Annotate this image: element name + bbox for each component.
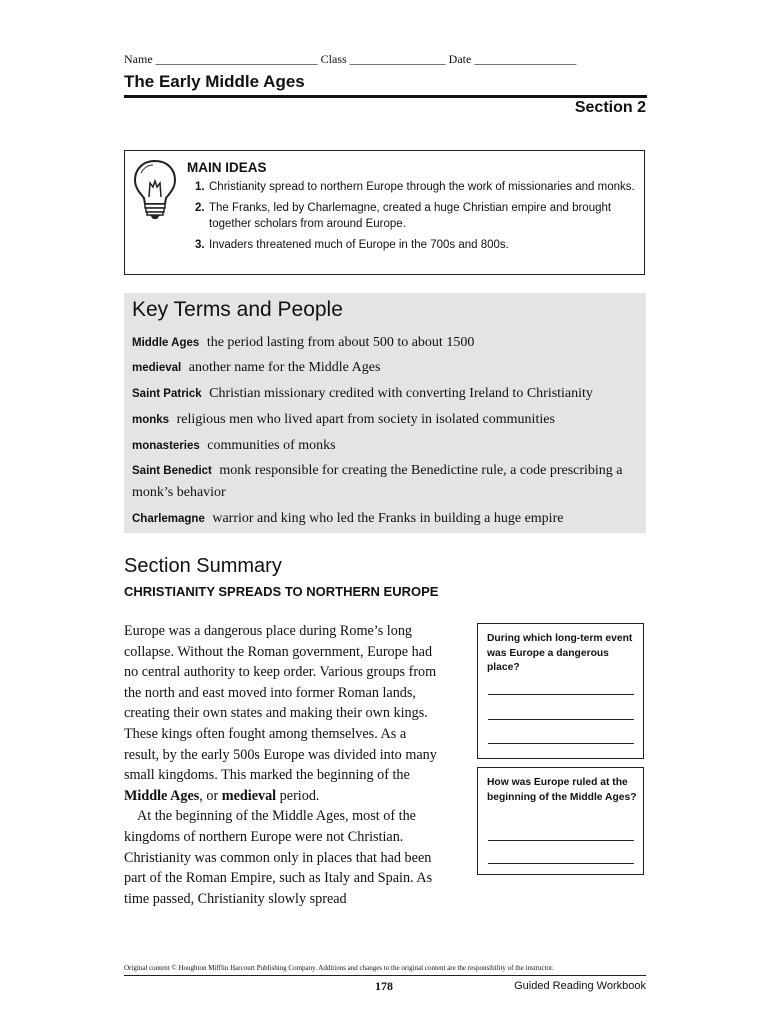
answer-line[interactable] [488,719,634,720]
answer-line[interactable] [488,694,634,695]
page-title: The Early Middle Ages [124,72,305,91]
footer-rule [124,975,646,976]
main-idea-text: Christianity spread to northern Europe through the work of missionaries and monks. [209,181,635,193]
question-text: During which long-term event was Europe a dangerous place? [487,633,633,673]
answer-line[interactable] [488,863,634,864]
key-term-definition: Christian missionary credited with converting Ireland to Christianity [209,386,593,401]
main-idea-item [195,200,635,232]
date-label: Date [448,52,472,66]
key-term-entry [132,409,637,431]
key-term-entry [132,383,637,405]
page-number: 178 [375,979,393,993]
answer-line[interactable] [488,840,634,841]
section-label: Section 2 [574,99,646,116]
main-idea-text: The Franks, led by Charlemagne, created a huge Christian empire and brought together scholars from around Europe. [209,202,612,230]
key-term-definition: warrior and king who led the Franks in building a huge empire [212,511,564,526]
class-blank[interactable]: ________________ [346,52,449,66]
summary-paragraph: At the beginning of the Middle Ages, most of the kingdoms of northern Europe were not Christian. Christianity was common only in places that had been part of the Roman Empire, such as Italy and Spain. As time passed, Christianity slowly spread [124,808,433,907]
lightbulb-icon [129,157,181,221]
key-term-entry [132,460,637,503]
name-blank[interactable]: ___________________________ [152,52,321,66]
date-blank[interactable]: _________________ [471,52,577,66]
copyright-notice: Original content © Houghton Mifflin Harcourt Publishing Company. Additions and changes to the original content are the responsibility of the instructor. [124,964,554,972]
question-box [477,767,644,875]
summary-text: , or [199,787,222,804]
key-term-entry [132,435,637,457]
name-label: Name [124,52,153,66]
main-idea-number: 3. [195,239,205,251]
title-rule [124,95,647,98]
key-term-definition: communities of monks [207,438,336,453]
key-terms-box [124,293,646,533]
key-term: Saint Patrick [132,388,202,400]
main-ideas-heading: MAIN IDEAS [187,160,267,175]
main-idea-number: 1. [195,181,205,193]
key-term-entry [132,357,637,379]
question-box [477,623,644,759]
main-ideas-box [124,150,645,275]
key-term-highlight: medieval [221,787,277,804]
key-term-definition: religious men who lived apart from society in isolated communities [176,412,555,427]
section-summary-heading: Section Summary [124,555,282,577]
main-idea-item [195,237,635,253]
key-term-entry [132,508,637,530]
student-info-line [124,52,646,67]
summary-subheading: CHRISTIANITY SPREADS TO NORTHERN EUROPE [124,584,439,599]
main-idea-text: Invaders threatened much of Europe in the 700s and 800s. [209,239,509,251]
key-term-entry [132,332,637,354]
main-idea-number: 2. [195,202,205,214]
key-term: Saint Benedict [132,465,212,477]
summary-body [124,621,442,909]
class-label: Class [320,52,347,66]
key-term: monks [132,414,170,426]
workbook-title: Guided Reading Workbook [514,980,646,992]
summary-text: Europe was a dangerous place during Rome’s long collapse. Without the Roman government, Europe had no central authority to keep order. Various groups from the north and east moved into former Roman lands, creating their own states and making their own kings. These kings often fought among themselves. As a result, by the early 500s Europe was divided into many small kingdoms. This marked the beginning of the [124,623,437,784]
answer-line[interactable] [488,743,634,744]
summary-paragraph [124,621,442,806]
key-term-definition: monk responsible for creating the Benedictine rule, a code prescribing a monk’s behavior [132,463,623,500]
key-term-highlight: Middle Ages [124,787,200,804]
key-terms-heading: Key Terms and People [132,298,343,321]
summary-text: period. [276,787,320,804]
main-idea-item [195,179,635,195]
key-term: monasteries [132,440,200,452]
main-ideas-list [195,179,635,258]
key-term-definition: another name for the Middle Ages [188,360,381,375]
key-term-definition: the period lasting from about 500 to about 1500 [206,335,475,350]
question-text: How was Europe ruled at the beginning of the Middle Ages? [487,777,637,803]
key-term: medieval [132,362,182,374]
key-term: Middle Ages [132,337,200,349]
key-term: Charlemagne [132,513,205,525]
